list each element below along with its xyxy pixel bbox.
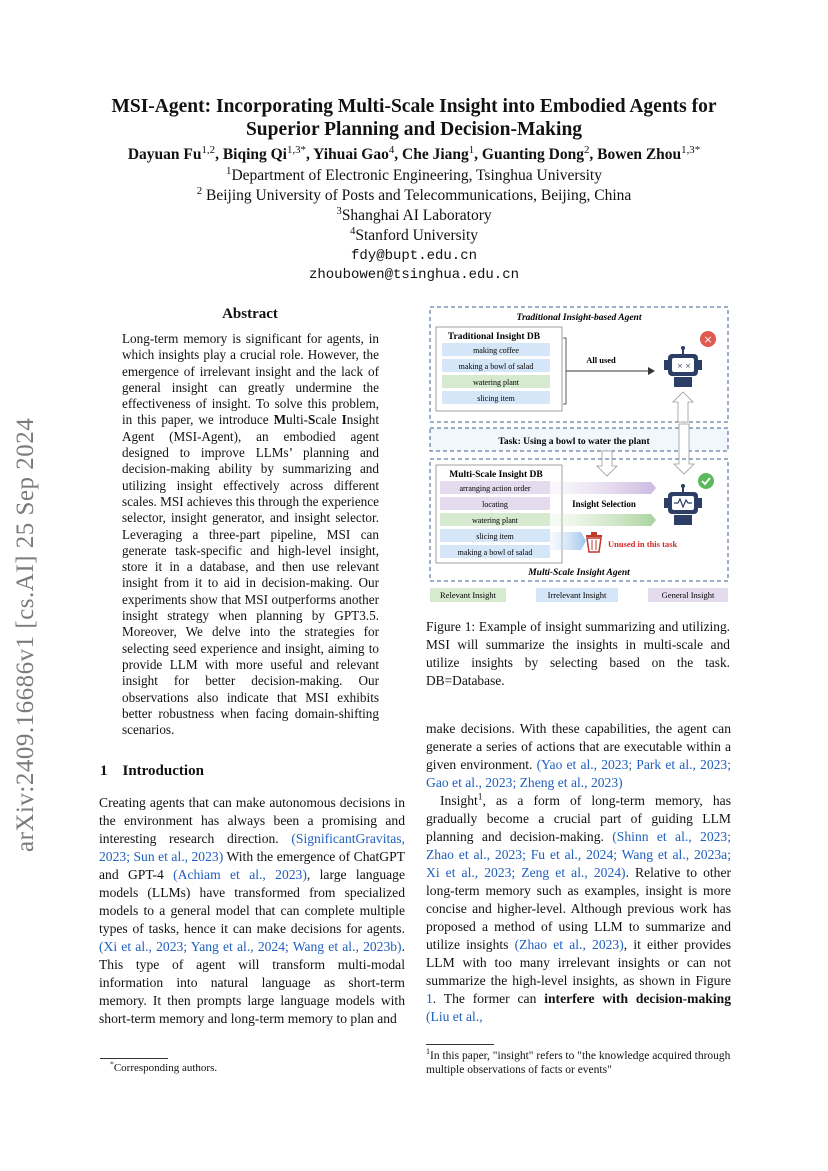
msi-item-2: locating [482, 500, 508, 509]
trad-item-4: slicing item [477, 394, 515, 403]
traditional-agent-title: Traditional Insight-based Agent [516, 313, 642, 323]
msi-item-3: watering plant [472, 516, 518, 525]
citation-link[interactable]: (Shinn et al., 2023; Zhao et al., 2023; Fu et al., 2024; Wang et al., 2023a; Xi et al., 2023; Zeng et al., 2024) [426, 829, 731, 880]
author-name: Che Jiang [402, 146, 469, 163]
author-affiliation-mark: 1,2 [201, 143, 216, 156]
arxiv-id-text: arXiv:2409.16686v1 [cs.AI] 25 Sep 2024 [12, 417, 39, 852]
author-name: Bowen Zhou [597, 146, 682, 163]
footnote-rule [426, 1044, 494, 1045]
paper-title [60, 95, 768, 141]
section-heading-introduction: 1 Introduction [100, 763, 204, 779]
email-1: fdy@bupt.edu.cn [350, 248, 478, 264]
svg-text:×: × [677, 362, 683, 370]
msi-item-5: making a bowl of salad [457, 548, 533, 557]
figure-1-diagram [426, 304, 732, 606]
insight-selection-label: Insight Selection [572, 499, 636, 509]
author-name: Yihuai Gao [313, 146, 389, 163]
msi-item-4: slicing item [476, 532, 514, 541]
author-list: Dayuan Fu$^{1,2}$, Biqing $Qi^{1,3*}$, Yihuai Gao$^4$, Che Jiang$^1$, Guanting Dong$^2$, Bowen Zhou$^{1,3*}$ [127, 143, 701, 163]
author-name: Dayuan Fu [127, 146, 202, 163]
citation-link[interactable]: (SignificantGravitas, 2023; Sun et al., 2023) [99, 831, 405, 864]
affiliation-4: $^4$Stanford University [349, 224, 479, 244]
figure-caption: Figure 1: Example of insight summarizing and utilizing. MSI will summarize the insights in multi-scale and utilize insights by selecting based on the task. DB=Database. [426, 619, 730, 688]
trad-item-1: making coffee [473, 346, 519, 355]
trad-item-3: watering plant [473, 378, 519, 387]
arxiv-identifier [6, 372, 46, 852]
citation-link[interactable]: (Xi et al., 2023; Yang et al., 2024; Wang et al., 2023b) [99, 939, 402, 954]
down-arrow [597, 451, 617, 476]
trash-icon [586, 532, 602, 552]
robot-icon-success [664, 484, 702, 525]
author-name: Guanting Dong [481, 146, 584, 163]
abstract-body: Long-term memory is significant for agents, in which insights play a crucial role. However, the emergence of irrelevant insight and the lack of general insight can greatly undermine the effectiveness of insight. To solve this problem, in this paper, we introduce Multi-Scale Insight Agent (MSI-Agent), an embodied agent designed to improve LLMs’ planning and decision-making ability by summarizing and utilizing insight effectively across different scales. MSI achieves this through the experience selector, insight generator, and insight selector. Leveraging a three-part pipeline, MSI can generate task-specific and high-level insight, store it in a database, and then use relevant insight from it to aid in decision-making. Our experiments show that MSI outperforms another insight strategy when planning by GPT3.5. Moreover, We delve into the strategies for selecting seed experience and insight, aiming to provide LLM with more useful and relevant insight for better decision-making. Our observations also indicate that MSI exhibits better robustness when facing domain-shifting scenarios. [122, 331, 379, 738]
legend-general: General Insight [661, 590, 715, 600]
up-arrow [673, 392, 693, 422]
citation-link[interactable]: (Liu et al., [426, 1009, 483, 1024]
affiliation-2: $^2$ Beijing University of Posts and Telecommunications, Beijing, China [196, 184, 632, 204]
all-used-label: All used [586, 355, 616, 365]
affiliation-3: $^3$Shanghai AI Laboratory [336, 204, 492, 224]
citation-link[interactable]: (Yao et al., 2023; Park et al., 2023; Gao et al., 2023; Zheng et al., 2023) [426, 757, 731, 790]
author-affiliation-mark: 4 [388, 143, 395, 156]
svg-text:×: × [685, 362, 691, 370]
legend-irrelevant: Irrelevant Insight [547, 590, 607, 600]
msi-db-title: Multi-Scale Insight DB [449, 470, 543, 480]
author-affiliation-mark: 1,3* [287, 143, 306, 156]
right-column-text: make decisions. With these capabilities, the agent can generate a series of actions that are executable within a given environment. (Yao et al., 2023; Park et al., 2023; Gao et al., 2023; Zheng et al., 2023) Insight$^1$, as a form of long-term memory, has gradually become a crucial part of guiding LLM planning and decision-making. (Shinn et al., 2023; Zhao et al., 2023; Fu et al., 2024; Wang et al., 2023a; Xi et al., 2023; Zeng et al., 2024). Relative to other long-term memory such as examples, insight is more concise and higher-level. Although previous work has proposed a method of using LLM to summarize and utilize insights (Zhao et al., 2023), it either provides LLM with too many irrelevant insights or can not summarize the high-level insights, as shown in Figure 1. The former can interfere with decision-making (Liu et al., [426, 721, 732, 1024]
msi-items [440, 481, 550, 558]
citation-link[interactable]: (Zhao et al., 2023) [514, 937, 624, 952]
task-label: Task: Using a bowl to water the plant [498, 437, 650, 447]
author-affiliation-mark: 1 [468, 143, 475, 156]
author-name: Biqing Qi [222, 146, 287, 163]
abstract-heading: Abstract [222, 306, 278, 322]
msi-item-1: arranging action order [459, 484, 531, 493]
title-line-2: Superior Planning and Decision-Making [245, 119, 583, 140]
traditional-db-title: Traditional Insight DB [447, 332, 541, 342]
author-affiliation-mark: 2 [584, 143, 590, 156]
legend-relevant: Relevant Insight [440, 590, 496, 600]
footnote-corresponding: *Corresponding authors. [110, 1059, 218, 1074]
email-2: zhoubowen@tsinghua.edu.cn [308, 267, 520, 283]
affiliation-1: $^1$Department of Electronic Engineering, Tsinghua University [226, 164, 602, 184]
unused-label: Unused in this task [608, 539, 678, 549]
footnote-insight: $^1$In this paper, "insight" refers to "the knowledge acquired through multiple observations of facts or events" [426, 1047, 731, 1076]
author-affiliation-mark: 1,3* [681, 143, 701, 156]
introduction-paragraph: Creating agents that can make autonomous decisions in the environment has always been a promising and interesting research direction. (SignificantGravitas, 2023; Sun et al., 2023) With the emergence of ChatGPT and GPT-4 (Achiam et al., 2023), large language models (LLMs) have transformed from specialized models to a general model that can complete multiple types of tasks, hence it can make decisions for agents. (Xi et al., 2023; Yang et al., 2024; Wang et al., 2023b). This type of agent will transform multi-modal information into natural language as short-term memory. It then prompts large language models with short-term memory and long-term memory to plan and [99, 795, 405, 1026]
trad-item-2: making a bowl of salad [458, 362, 534, 371]
robot-icon-fail [664, 346, 702, 387]
title-line-1: MSI-Agent: Incorporating Multi-Scale Insight into Embodied Agents for [111, 96, 717, 117]
check-icon [698, 473, 714, 489]
citation-link[interactable]: (Achiam et al., 2023) [173, 867, 307, 882]
figure-ref-link[interactable]: 1 [426, 991, 433, 1006]
svg-text:×: × [703, 333, 713, 346]
msi-agent-title: Multi-Scale Insight Agent [528, 568, 630, 578]
